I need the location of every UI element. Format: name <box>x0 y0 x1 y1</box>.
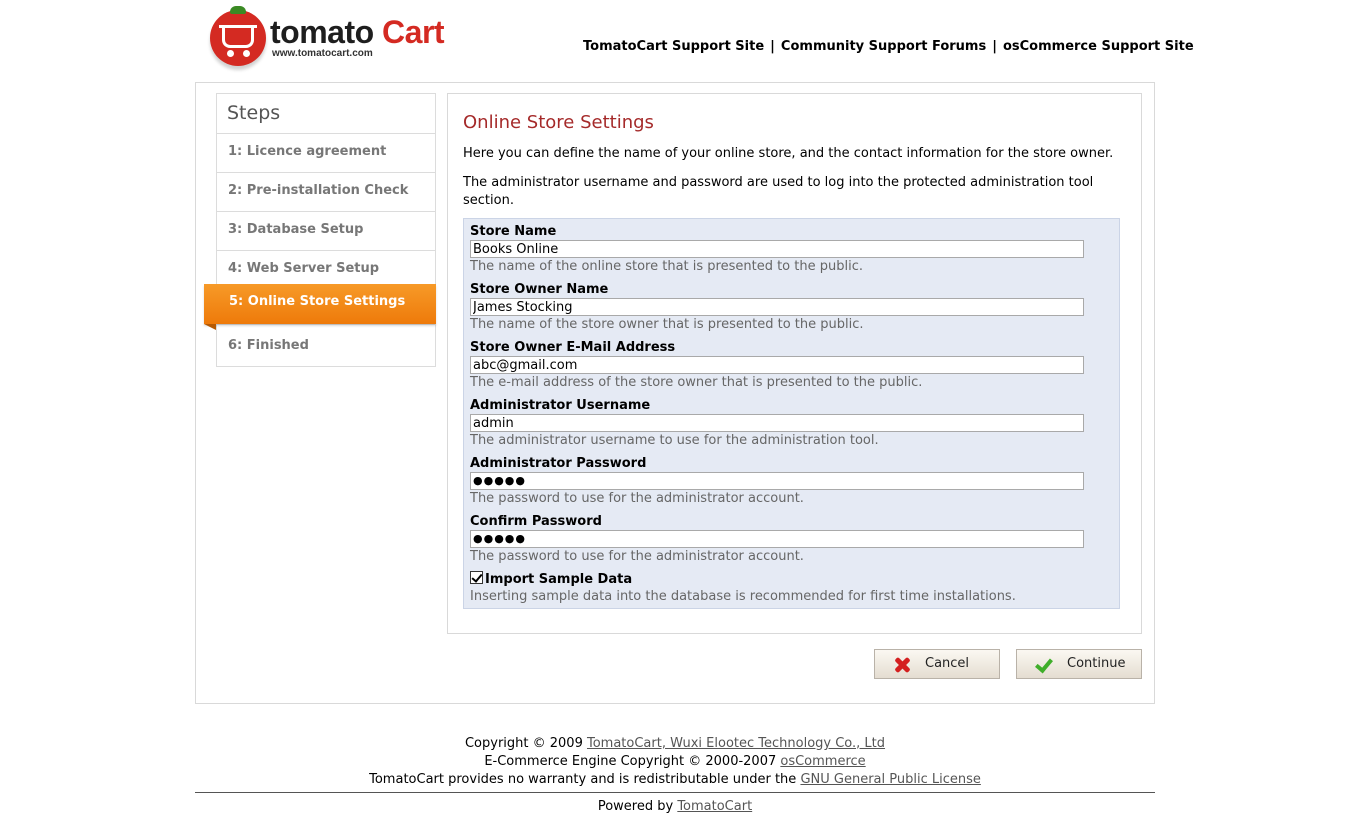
store-name-help: The name of the online store that is presented to the public. <box>470 259 863 274</box>
field-admin-password <box>470 456 1110 508</box>
field-admin-username <box>470 398 1110 450</box>
step-finished: 6: Finished <box>216 324 436 367</box>
confirm-password-label: Confirm Password <box>470 514 602 529</box>
step-licence: 1: Licence agreement <box>216 133 436 172</box>
step-online-store-settings: 5: Online Store Settings <box>204 284 436 324</box>
link-tomatocart-support[interactable]: TomatoCart Support Site <box>583 39 765 54</box>
admin-password-label: Administrator Password <box>470 456 647 471</box>
footer-link-powered-tomatocart[interactable]: TomatoCart <box>677 799 753 814</box>
intro-text-1: Here you can define the name of your online store, and the contact information for the store owner. <box>463 146 1114 161</box>
field-store-name <box>470 224 1110 276</box>
footer-copyright: Copyright © 2009 TomatoCart, Wuxi Elootec Technology Co., Ltd <box>464 736 886 751</box>
field-confirm-password <box>470 514 1110 566</box>
settings-form <box>463 218 1120 609</box>
top-links: TomatoCart Support Site | Community Support Forums | osCommerce Support Site <box>583 39 1194 54</box>
step-preinstall: 2: Pre-installation Check <box>216 172 436 211</box>
close-icon <box>892 656 912 674</box>
field-store-owner-name <box>470 282 1110 334</box>
checkmark-icon <box>1034 656 1054 674</box>
steps-panel <box>216 93 436 367</box>
admin-username-help: The administrator username to use for the administration tool. <box>470 433 879 448</box>
store-owner-email-help: The e-mail address of the store owner that is presented to the public. <box>470 375 923 390</box>
step-webserver: 4: Web Server Setup <box>216 250 436 284</box>
store-name-label: Store Name <box>470 224 557 239</box>
continue-button[interactable] <box>1016 649 1142 679</box>
store-owner-name-label: Store Owner Name <box>470 282 609 297</box>
tomato-cart-icon <box>210 10 266 66</box>
steps-title: Steps <box>216 93 436 133</box>
cancel-button-label: Cancel <box>925 656 970 671</box>
import-sample-data-checkbox[interactable] <box>470 571 483 584</box>
content-panel <box>447 93 1142 634</box>
store-owner-name-input[interactable] <box>470 298 1084 316</box>
confirm-password-input[interactable]: ●●●●● <box>470 530 1084 548</box>
footer-engine-copyright: E-Commerce Engine Copyright © 2000-2007 osCommerce <box>484 754 866 769</box>
logo-wordmark: tomato Cart <box>270 14 445 50</box>
footer-license: TomatoCart provides no warranty and is redistributable under the GNU General Public License <box>369 772 981 787</box>
store-name-input[interactable] <box>470 240 1084 258</box>
store-owner-name-help: The name of the store owner that is presented to the public. <box>470 317 864 332</box>
store-owner-email-input[interactable] <box>470 356 1084 374</box>
link-oscommerce-support[interactable]: osCommerce Support Site <box>1002 39 1194 54</box>
intro-text-2: The administrator username and password are used to log into the protected administration tool section. <box>463 175 1094 208</box>
import-sample-data-label: Import Sample Data <box>485 572 633 587</box>
footer-link-gpl[interactable]: GNU General Public License <box>800 772 981 787</box>
admin-password-input[interactable]: ●●●●● <box>470 472 1084 490</box>
admin-password-help: The password to use for the administrator account. <box>470 491 804 506</box>
page-title: Online Store Settings <box>463 112 654 133</box>
continue-button-label: Continue <box>1067 656 1126 671</box>
field-store-owner-email <box>470 340 1110 392</box>
link-community-forums[interactable]: Community Support Forums <box>780 39 987 54</box>
step-database: 3: Database Setup <box>216 211 436 250</box>
import-sample-data-help: Inserting sample data into the database is recommended for first time installations. <box>470 589 1016 604</box>
store-owner-email-label: Store Owner E-Mail Address <box>470 340 676 355</box>
tomatocart-logo[interactable] <box>208 8 458 72</box>
field-import-sample-data <box>470 571 1110 606</box>
cancel-button[interactable] <box>874 649 1000 679</box>
footer-powered-by: Powered by TomatoCart <box>195 792 1155 816</box>
footer <box>195 735 1155 816</box>
footer-link-tomatocart-company[interactable]: TomatoCart, Wuxi Elootec Technology Co., Ltd <box>586 736 886 751</box>
footer-link-oscommerce[interactable]: osCommerce <box>780 754 866 769</box>
admin-username-label: Administrator Username <box>470 398 651 413</box>
confirm-password-help: The password to use for the administrator account. <box>470 549 804 564</box>
logo-url: www.tomatocart.com <box>272 48 373 59</box>
admin-username-input[interactable] <box>470 414 1084 432</box>
